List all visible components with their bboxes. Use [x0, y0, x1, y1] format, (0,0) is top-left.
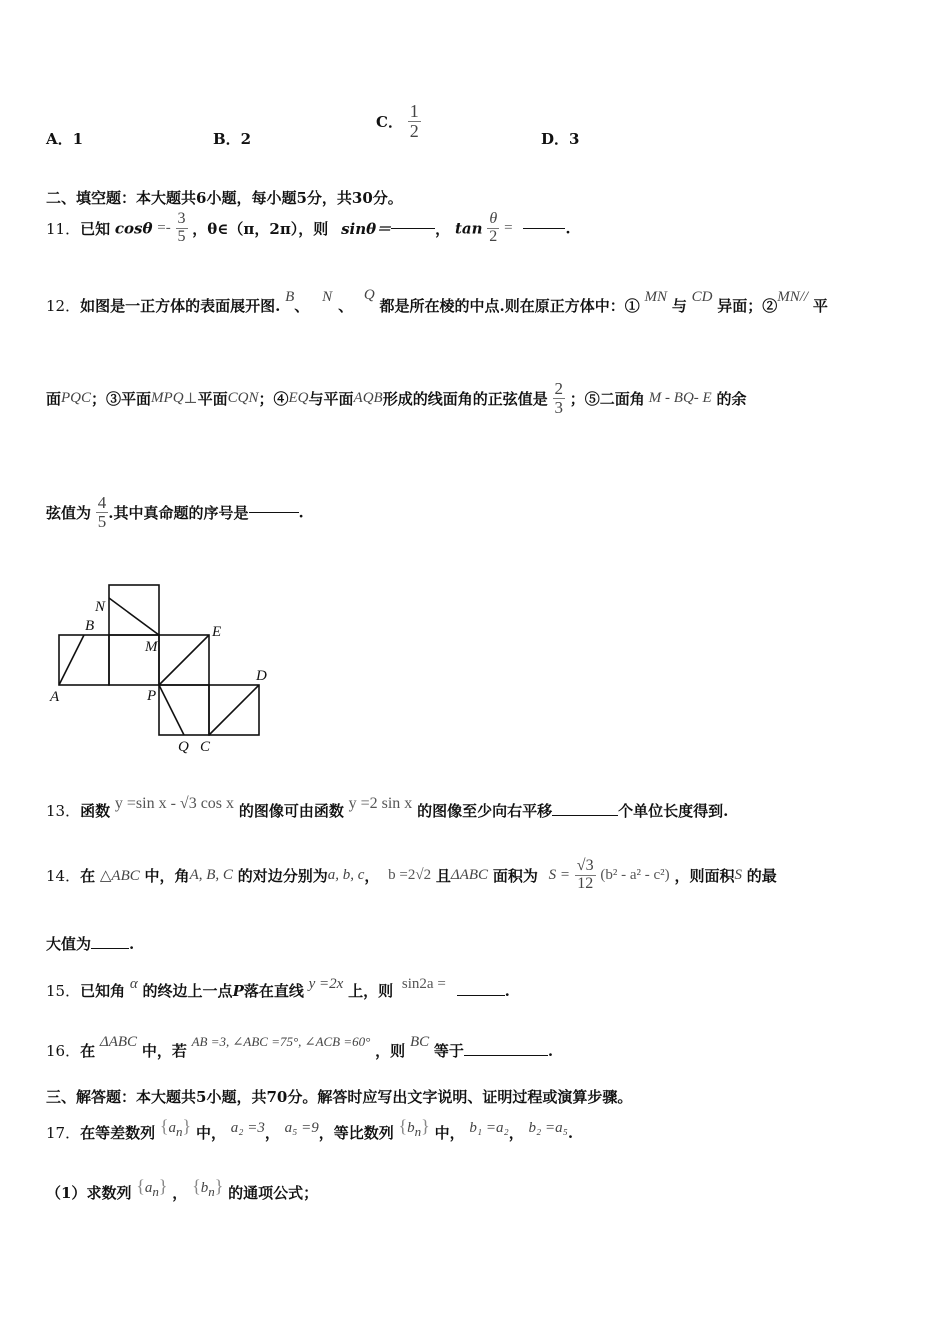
question-17-part1: （1）求数列 $\{a_n\}$ ， $\{b_n\}$ 的通项公式；: [46, 1176, 319, 1202]
label-E: E: [212, 624, 222, 640]
label-N: N: [95, 599, 106, 615]
q16-blank[interactable]: [464, 1054, 548, 1056]
question-17: 17．在等差数列 $\{a_n\}$ 中， a₂ =3， a₅ =9，等比数列 $\{b_n\}$ 中， b₁ =a₂， b₂ =a₅.: [46, 1116, 574, 1142]
label-D: D: [256, 668, 267, 684]
section3-title: 三、解答题：本大题共5小题，共70分。解答时应写出文字说明、证明过程或演算步骤。: [46, 1088, 633, 1106]
question-13: 13．函数 y =sin x - √3 cos x 的图像可由函数 y =2 sin x 的图像至少向右平移 个单位长度得到.: [46, 795, 729, 820]
q13-blank[interactable]: [552, 814, 618, 816]
q12-fraction-4-5: $\frac{4}{5}$: [97, 493, 107, 531]
q14-blank[interactable]: [91, 947, 129, 949]
q14-fraction: $\frac{√3}{12}$: [576, 857, 594, 892]
label-M: M: [145, 639, 158, 655]
cube-net-figure: [44, 578, 284, 758]
choice-d: D．3: [541, 130, 580, 148]
label-C: C: [200, 739, 211, 755]
choice-a: A．1: [46, 130, 84, 148]
question-15: 15．已知角 α 的终边上一点P落在直线 y =2x 上，则 sin2a = .: [46, 976, 510, 1000]
question-16: 16．在 ΔABC 中，若 AB =3, ∠ABC =75°, ∠ACB =60° ，则 BC 等于 .: [46, 1034, 554, 1060]
question-12-line2: 面PQC；③平面MPQ⊥平面CQN；④EQ与平面AQB形成的线面角的正弦值是 $\frac{2}{3}$ ；⑤二面角 M - BQ- E 的余: [46, 379, 747, 417]
q12-fraction-2-3: $\frac{2}{3}$: [554, 379, 563, 417]
net-top-face: [109, 585, 159, 635]
label-A: A: [50, 689, 60, 705]
q11-fraction: $\frac{3}{5}$: [177, 210, 186, 245]
question-12-line3: 弦值为 $\frac{4}{5}$ .其中真命题的序号是 .: [46, 493, 304, 531]
choice-b: B．2: [213, 130, 252, 148]
label-P: P: [147, 688, 157, 704]
q12-blank[interactable]: [249, 511, 299, 513]
net-bottom-face: [159, 685, 209, 735]
question-14-line2: 大值为 .: [46, 935, 135, 953]
q11-theta-fraction: $\frac{\theta}{2}$: [489, 210, 498, 245]
q11-blank-2[interactable]: [523, 227, 565, 229]
choice-c-fraction: $\frac{1}{2}$: [409, 101, 419, 141]
q15-blank[interactable]: [457, 994, 505, 996]
q11-blank-1[interactable]: [391, 227, 435, 229]
net-left-face: [59, 635, 109, 685]
section2-title: 二、填空题：本大题共6小题，每小题5分，共30分。: [46, 189, 403, 207]
question-14-line1: 14．在 △ABC 中，角A, B, C 的对边分别为a, b, c， b =2√2 且ΔABC 面积为 S = $\frac{√3}{12}$ (b² - a² - c²) ，则面积S 的最: [46, 857, 777, 892]
question-12-line1: 12．如图是一正方体的表面展开图. B、 N 、 Q 都是所在棱的中点.则在原正方体中：① MN 与 CD 异面；②MN// 平: [46, 287, 828, 315]
question-11: 11．已知 cosθ =- $\frac{3}{5}$ ，θ∈（π，2π），则 sinθ＝ ， tan $\frac{\theta}{2}$ = .: [46, 210, 571, 245]
label-Q: Q: [178, 739, 189, 755]
label-B: B: [85, 618, 95, 634]
choice-c: C． $\frac{1}{2}$: [376, 101, 419, 141]
